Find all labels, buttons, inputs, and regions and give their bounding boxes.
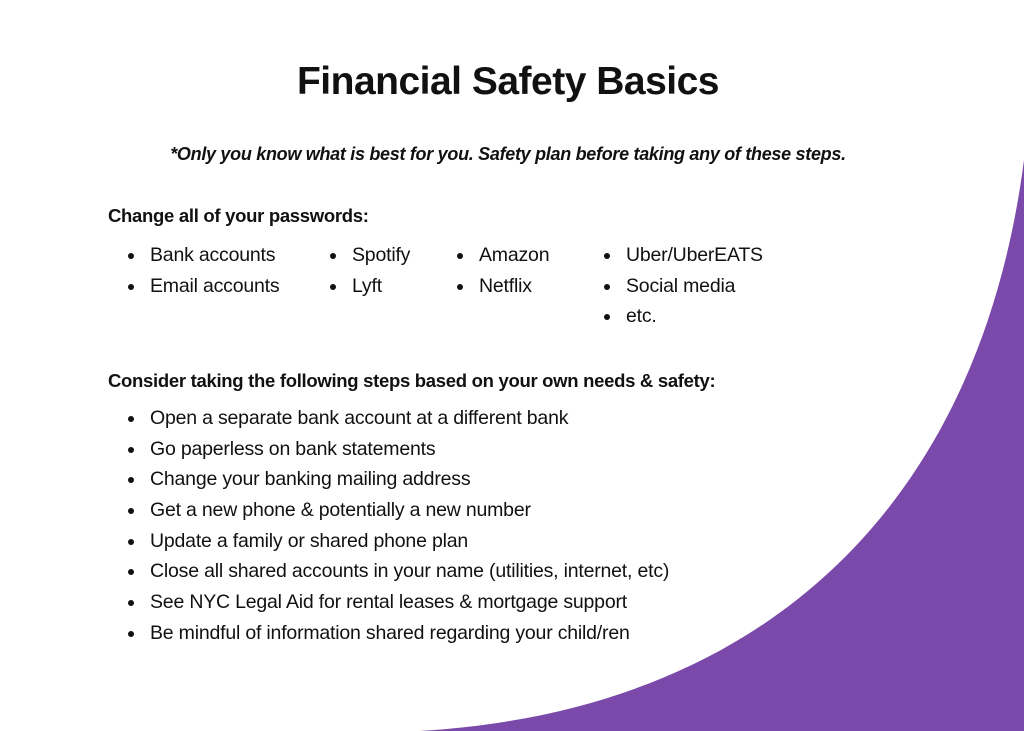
list-item: Netflix [454, 271, 549, 302]
list-item: Social media [601, 271, 763, 302]
list-item: Be mindful of information shared regarding your child/ren [125, 618, 669, 649]
list-item: Uber/UberEATS [601, 240, 763, 271]
steps-heading: Consider taking the following steps based on your own needs & safety: [108, 370, 716, 391]
list-item: Go paperless on bank statements [125, 434, 669, 465]
page-title: Financial Safety Basics [296, 60, 720, 103]
passwords-heading: Change all of your passwords: [108, 205, 369, 226]
list-item: Change your banking mailing address [125, 464, 669, 495]
password-list-column-4 [601, 240, 763, 332]
list-item: Get a new phone & potentially a new number [125, 495, 669, 526]
list-item: Open a separate bank account at a different bank [125, 403, 669, 434]
list-item: Email accounts [125, 271, 279, 302]
password-list-column-1 [125, 240, 279, 301]
list-item: Amazon [454, 240, 549, 271]
steps-list [125, 403, 669, 649]
list-item: Lyft [327, 271, 410, 302]
list-item: Bank accounts [125, 240, 279, 271]
password-list-column-2 [327, 240, 410, 301]
disclaimer-note: *Only you know what is best for you. Safety plan before taking any of these steps. [170, 144, 846, 164]
password-list-column-3 [454, 240, 549, 301]
list-item: Spotify [327, 240, 410, 271]
list-item: etc. [601, 301, 763, 332]
list-item: Update a family or shared phone plan [125, 526, 669, 557]
list-item: See NYC Legal Aid for rental leases & mortgage support [125, 587, 669, 618]
list-item: Close all shared accounts in your name (utilities, internet, etc) [125, 556, 669, 587]
